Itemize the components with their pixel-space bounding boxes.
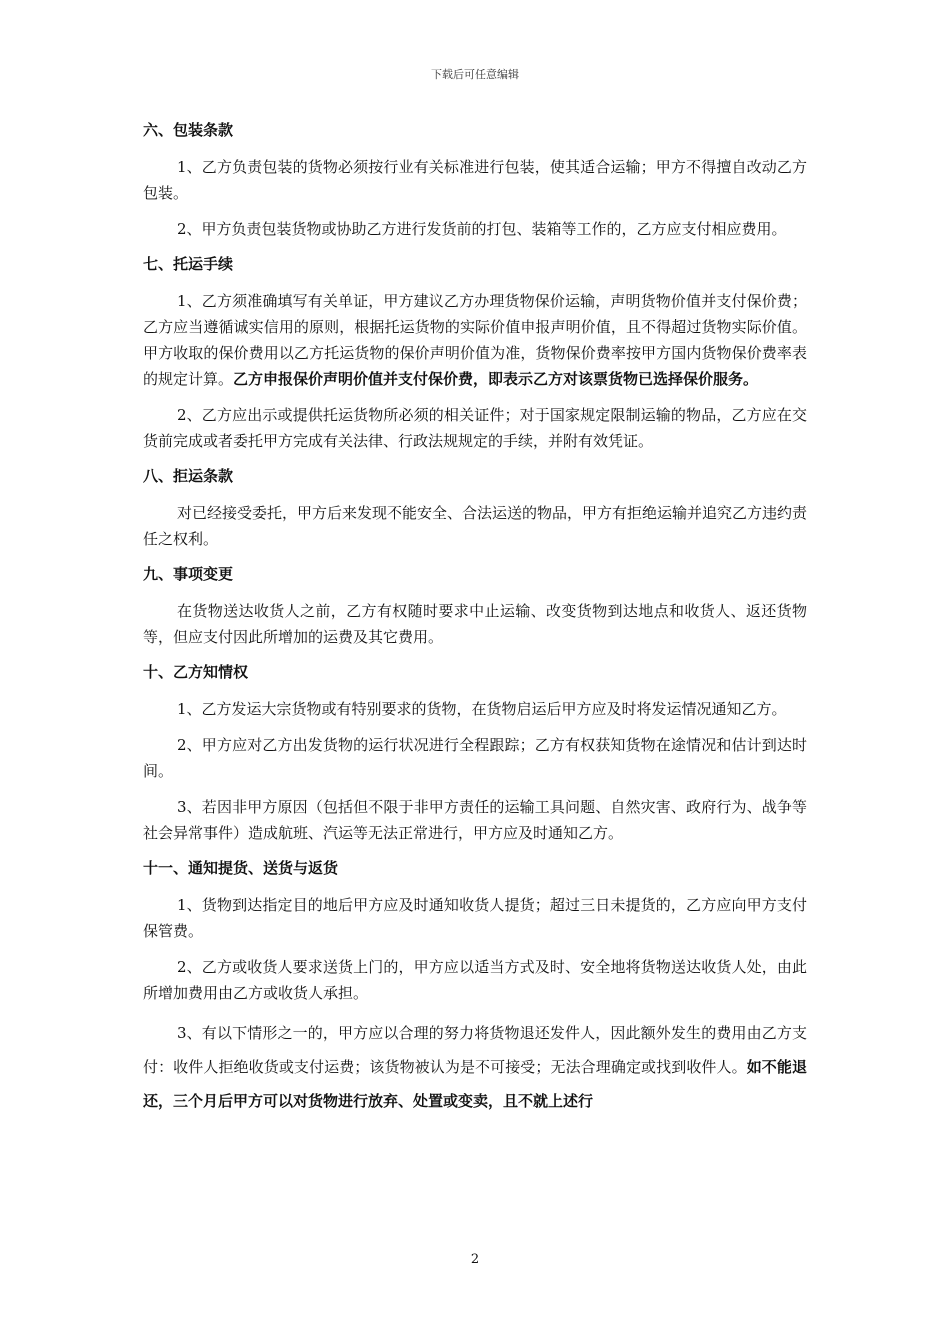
paragraph-text: 2、甲方应对乙方出发货物的运行状况进行全程跟踪；乙方有权获知货物在途情况和估计到达时间。 [143,736,807,780]
page-number: 2 [470,1252,480,1267]
paragraph-text: 2、乙方应出示或提供托运货物所必须的相关证件；对于国家规定限制运输的物品，乙方应在交货前完成或者委托甲方完成有关法律、行政法规规定的手续，并附有效凭证。 [143,406,807,450]
section-refusal [143,464,807,552]
section-title: 七、托运手续 [143,255,234,273]
paragraph [143,154,807,206]
paragraph [143,892,807,944]
paragraph [143,1016,807,1118]
paragraph-text: 1、乙方须准确填写有关单证，甲方建议乙方办理货物保价运输，声明货物价值并支付保价费；乙方应当遵循诚实信用的原则，根据托运货物的实际价值申报声明价值，且不得超过货物实际价值。甲方收取的保价费用以乙方托运货物的保价声明价值为准，货物保价费率按甲方国内货物保价费率表的规定计算。 [143,292,807,388]
paragraph [143,954,807,1006]
section-packaging [143,118,807,242]
section-title: 九、事项变更 [143,565,234,583]
paragraph [143,402,807,454]
paragraph [143,216,807,242]
document-body [143,118,807,1128]
paragraph-text: 3、若因非甲方原因（包括但不限于非甲方责任的运输工具问题、自然灾害、政府行为、战争等社会异常事件）造成航班、汽运等无法正常进行，甲方应及时通知乙方。 [143,798,807,842]
section-title: 十、乙方知情权 [143,663,249,681]
paragraph [143,794,807,846]
paragraph-bold-text: 乙方申报保价声明价值并支付保价费，即表示乙方对该票货物已选择保价服务。 [233,370,759,388]
paragraph-text: 在货物送达收货人之前，乙方有权随时要求中止运输、改变货物到达地点和收货人、返还货物等，但应支付因此所增加的运费及其它费用。 [143,602,807,646]
paragraph [143,696,807,722]
paragraph-text: 1、乙方负责包装的货物必须按行业有关标准进行包装，使其适合运输；甲方不得擅自改动乙方包装。 [143,158,807,202]
section-changes [143,562,807,650]
paragraph-text: 2、乙方或收货人要求送货上门的，甲方应以适当方式及时、安全地将货物送达收货人处，由此所增加费用由乙方或收货人承担。 [143,958,807,1002]
paragraph [143,288,807,392]
paragraph [143,732,807,784]
section-right-to-know [143,660,807,846]
section-title: 八、拒运条款 [143,467,234,485]
section-title: 十一、通知提货、送货与返货 [143,859,339,877]
paragraph-text: 对已经接受委托，甲方后来发现不能安全、合法运送的物品，甲方有拒绝运输并追究乙方违约责任之权利。 [143,504,808,548]
section-delivery-return [143,856,807,1118]
paragraph [143,598,807,650]
section-title: 六、包装条款 [143,121,234,139]
paragraph-text: 1、货物到达指定目的地后甲方应及时通知收货人提货；超过三日未提货的，乙方应向甲方支付保管费。 [143,896,807,940]
page-header: 下载后可任意编辑 [431,68,519,81]
paragraph-text: 2、甲方负责包装货物或协助乙方进行发货前的打包、装箱等工作的，乙方应支付相应费用。 [177,220,787,238]
paragraph-bold-text: 如不能退还，三个月后甲方可以对货物进行放弃、处置或变卖，且不就上述行 [143,1058,807,1110]
paragraph-text: 3、有以下情形之一的，甲方应以合理的努力将货物退还发件人，因此额外发生的费用由乙方支付：收件人拒绝收货或支付运费；该货物被认为是不可接受；无法合理确定或找到收件人。 [143,1024,807,1076]
section-consignment [143,252,807,454]
paragraph [143,500,807,552]
paragraph-text: 1、乙方发运大宗货物或有特别要求的货物，在货物启运后甲方应及时将发运情况通知乙方。 [177,700,787,718]
